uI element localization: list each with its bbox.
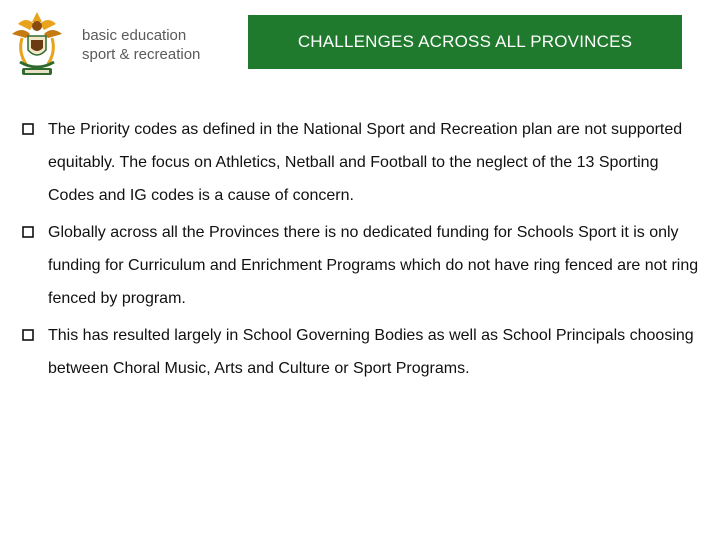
square-bullet-icon [22, 226, 34, 238]
brand-text [82, 26, 200, 64]
bullet-item [22, 319, 702, 385]
coat-of-arms-icon [8, 8, 66, 80]
brand-line-1: basic education [82, 27, 187, 44]
bullet-list [22, 113, 702, 389]
bullet-item [22, 216, 702, 315]
brand-line-2: sport & recreation [82, 46, 201, 63]
bullet-text: This has resulted largely in School Governing Bodies as well as School Principals choosing between Choral Music, Arts and Culture or Sport Programs. [48, 327, 694, 377]
bullet-item [22, 113, 702, 212]
square-bullet-icon [22, 329, 34, 341]
bullet-text: The Priority codes as defined in the National Sport and Recreation plan are not supported equitably. The focus on Athletics, Netball and Football to the neglect of the 13 Sporting Codes and IG codes is a cause of concern. [48, 121, 683, 204]
square-bullet-icon [22, 123, 34, 135]
page-title: CHALLENGES ACROSS ALL PROVINCES [297, 32, 633, 51]
title-bar [246, 13, 684, 71]
bullet-text: Globally across all the Provinces there is no dedicated funding for Schools Sport it is only funding for Curriculum and Enrichment Programs which do not have ring fenced are not ring fenced by program. [48, 224, 699, 307]
